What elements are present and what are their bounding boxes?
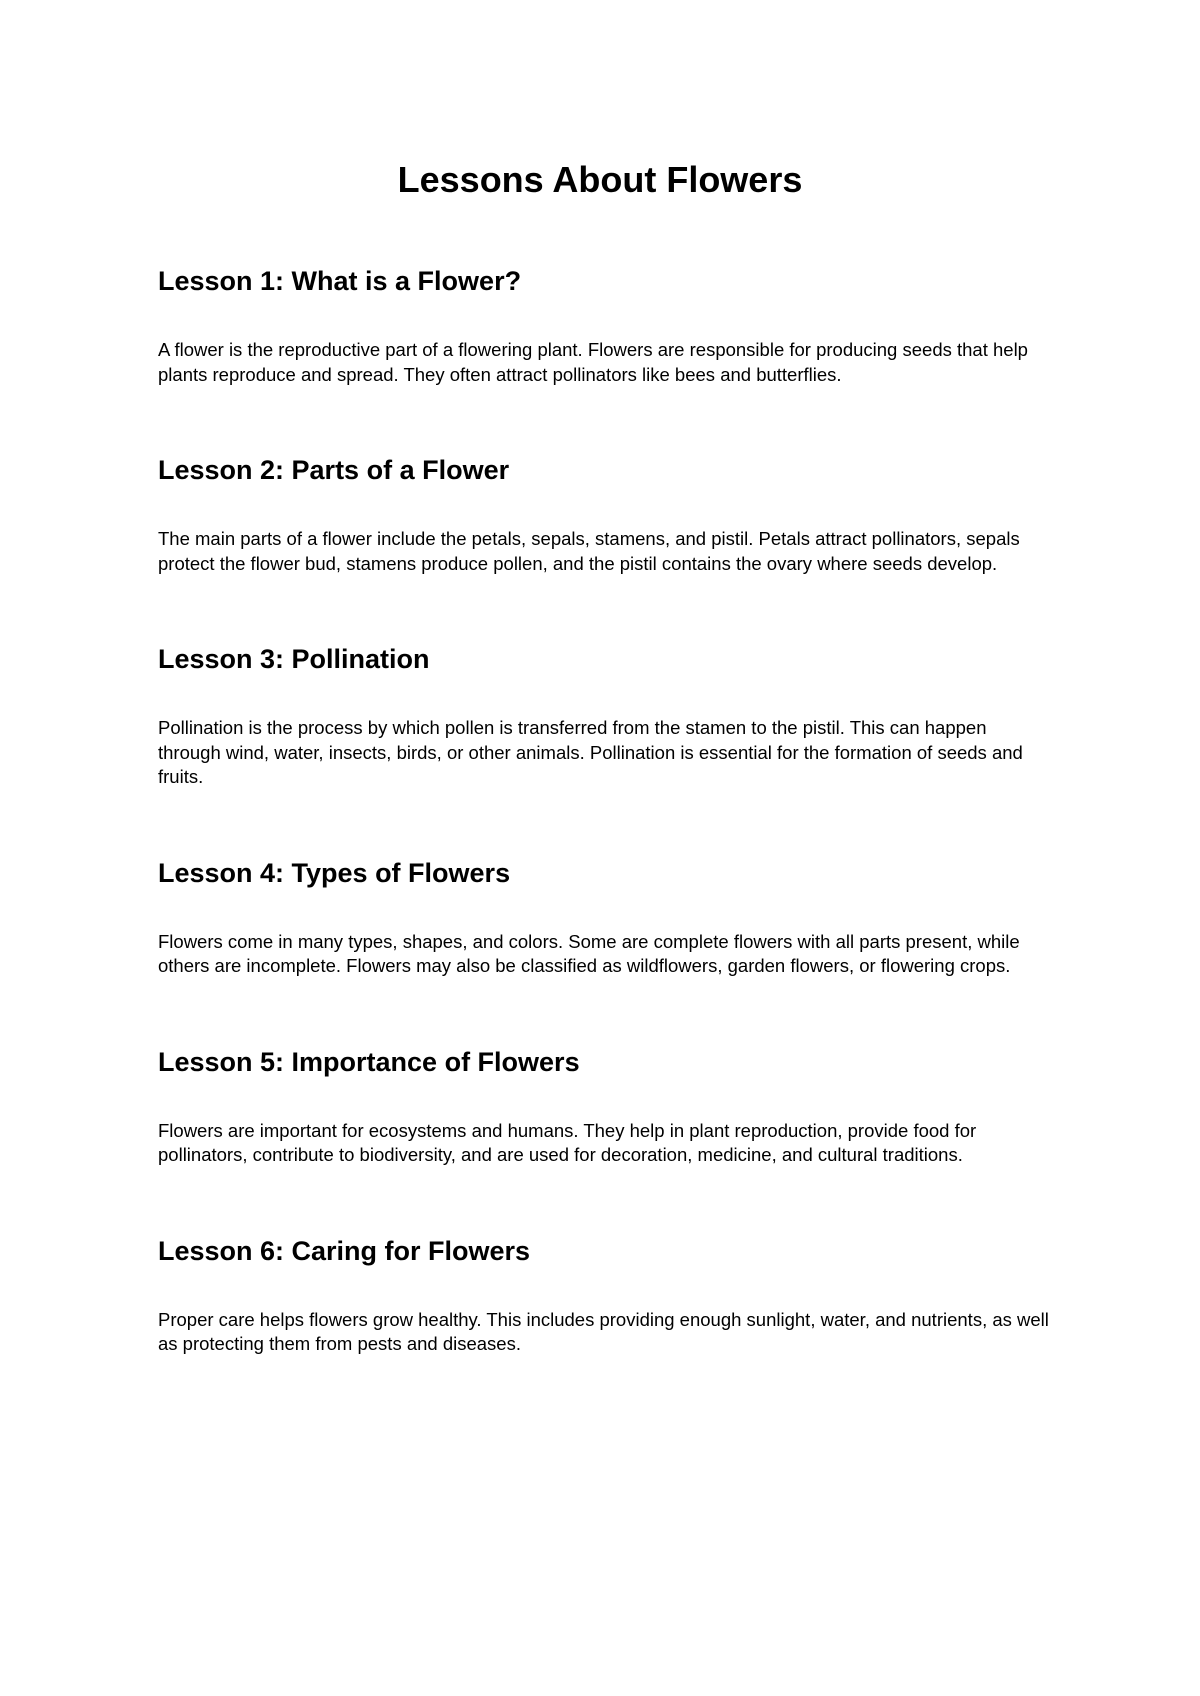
lesson-6-section: [158, 1234, 1050, 1357]
document-title: Lessons About Flowers: [397, 159, 803, 200]
lesson-5-body: Flowers are important for ecosystems and humans. They help in plant reproduction, provide food for pollinators, contribute to biodiversity, and are used for decoration, medicine, and cultural traditions.: [158, 1119, 977, 1165]
lesson-2-heading: Lesson 2: Parts of a Flower: [158, 455, 510, 485]
lesson-2-body: The main parts of a flower include the petals, sepals, stamens, and pistil. Petals attract pollinators, sepals protect the flower bud, stamens produce pollen, and the pistil contains the ovary where seeds develop.: [158, 528, 1020, 574]
lesson-3-body: Pollination is the process by which pollen is transferred from the stamen to the pistil. This can happen through wind, water, insects, birds, or other animals. Pollination is essential for the formation of seeds and fruits.: [158, 717, 1023, 787]
lesson-4-body: Flowers come in many types, shapes, and colors. Some are complete flowers with all parts present, while others are incomplete. Flowers may also be classified as wildflowers, garden flowers, or flowering crops.: [158, 930, 1020, 976]
lesson-3-heading: Lesson 3: Pollination: [158, 644, 430, 674]
lesson-6-body: Proper care helps flowers grow healthy. This includes providing enough sunlight, water, and nutrients, as well as protecting them from pests and diseases.: [158, 1308, 1049, 1354]
lesson-1-section: [158, 264, 1050, 387]
lesson-5-section: [158, 1045, 1050, 1168]
lesson-2-section: [158, 453, 1050, 576]
lesson-3-section: [158, 642, 1050, 790]
lesson-1-heading: Lesson 1: What is a Flower?: [158, 266, 522, 296]
lesson-1-body: A flower is the reproductive part of a flowering plant. Flowers are responsible for producing seeds that help plants reproduce and spread. They often attract pollinators like bees and butterflies.: [158, 339, 1028, 385]
lesson-4-heading: Lesson 4: Types of Flowers: [158, 857, 511, 888]
lesson-4-section: [158, 856, 1050, 979]
lesson-6-heading: Lesson 6: Caring for Flowers: [158, 1235, 531, 1266]
lesson-5-heading: Lesson 5: Importance of Flowers: [158, 1046, 580, 1077]
